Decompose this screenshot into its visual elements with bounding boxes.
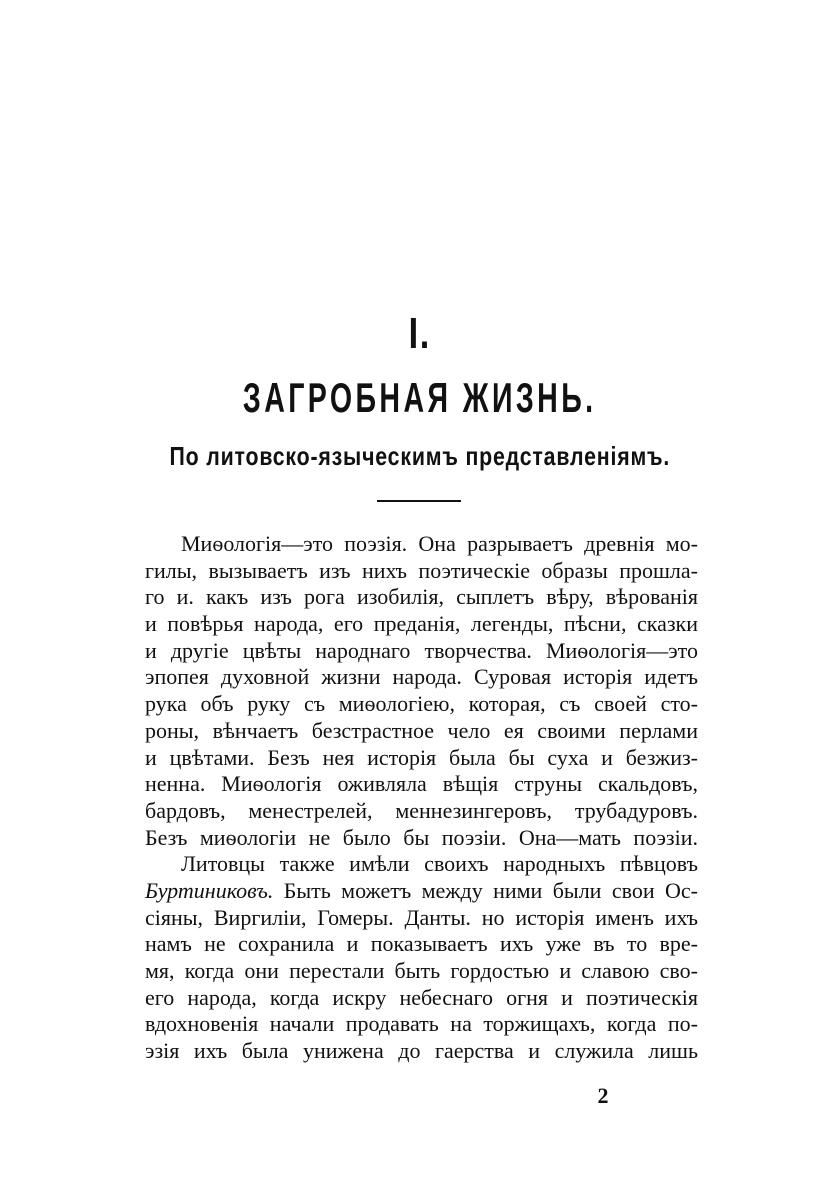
text-line: и повѣрья народа, его преданія, легенды, пѣсни, сказки xyxy=(145,611,698,637)
text-line: гилы, вызываетъ изъ нихъ поэтическіе образы прошла- xyxy=(145,557,698,583)
text-line: его народа, когда искру небеснаго огня и поэтическія xyxy=(145,984,698,1010)
text-line: Миѳологія—это поэзія. Она разрываетъ древнія мо- xyxy=(181,531,698,556)
page-number: 2 xyxy=(597,1083,609,1108)
text-line: намъ не сохранила и показываетъ ихъ уже въ то вре- xyxy=(145,931,698,957)
text-line: мя, когда они перестали быть гордостью и славою сво- xyxy=(145,958,698,983)
text-line: бардовъ, менестрелей, меннезингеровъ, трубадуровъ. xyxy=(145,797,698,823)
text-line: рука объ руку съ миѳологіею, которая, съ своей сто- xyxy=(145,691,698,717)
text-line: Литовцы также имѣли своихъ народныхъ пѣвцовъ xyxy=(181,851,698,877)
text-line: ненна. Миѳологія оживляла вѣщія струны скальдовъ, xyxy=(145,771,698,797)
italic-term: Буртиниковъ. xyxy=(145,877,274,903)
text-line: эзія ихъ была унижена до гаерства и служила лишь xyxy=(145,1038,698,1064)
text-line: эпопея духовной жизни народа. Суровая исторія идетъ xyxy=(145,664,698,690)
chapter-title: ЗАГРОБНАЯ ЖИЗНЬ. xyxy=(242,374,597,421)
text-line: и другіе цвѣты народнаго творчества. Миѳологія—это xyxy=(145,637,698,663)
text-line: Буртиниковъ. Быть можетъ между ними были свои Ос- xyxy=(145,877,698,903)
text-line: и цвѣтами. Безъ нея исторія была бы суха и безжиз- xyxy=(145,744,698,770)
text-line: сіяны, Виргиліи, Гомеры. Данты. но исторія именъ ихъ xyxy=(145,904,698,930)
divider-rule xyxy=(377,500,461,502)
text-line: го и. какъ изъ рога изобилія, сыплетъ вѣру, вѣрованія xyxy=(145,584,698,610)
chapter-number: I. xyxy=(408,309,431,358)
text-line: Безъ миѳологіи не было бы поэзіи. Она—мать поэзіи. xyxy=(145,824,698,850)
text-line: роны, вѣнчаетъ безстрастное чело ея своими перлами xyxy=(145,717,698,743)
chapter-subtitle: По литовско-языческимъ представленіямъ. xyxy=(169,441,671,471)
text-line: вдохновенія начали продавать на торжищахъ, когда по- xyxy=(145,1011,698,1037)
body-text xyxy=(145,531,698,1065)
